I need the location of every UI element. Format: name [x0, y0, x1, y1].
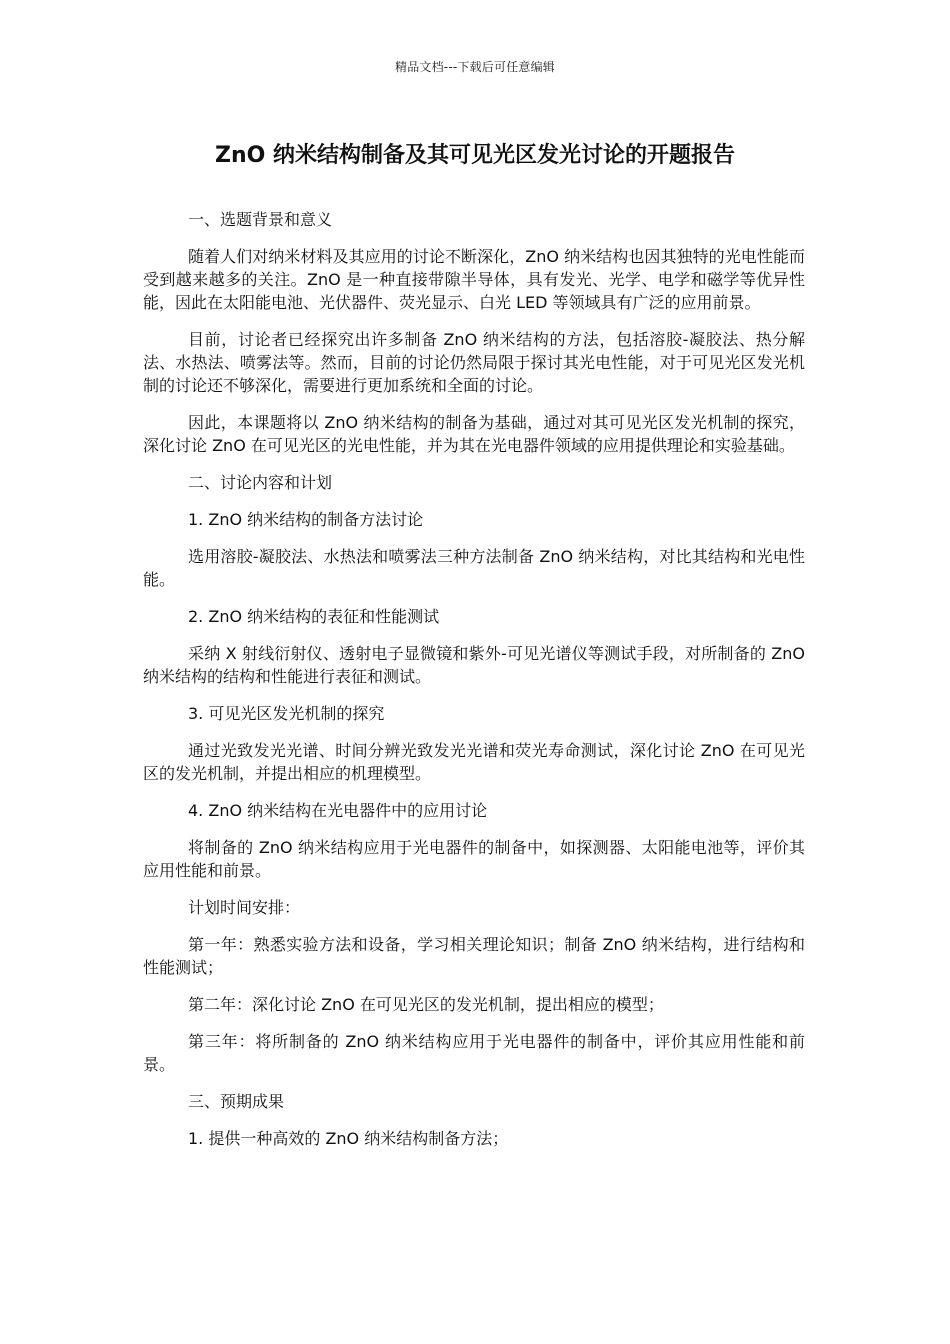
- section-heading-content-plan: 二、讨论内容和计划: [188, 473, 333, 492]
- body-paragraph: 目前，讨论者已经探究出许多制备 ZnO 纳米结构的方法，包括溶胶-凝胶法、热分解法、水热法、喷雾法等。然而，目前的讨论仍然局限于探讨其光电性能，对于可见光区发光机制的讨论还不够深化，需要进行更加系统和全面的讨论。: [143, 330, 805, 395]
- body-paragraph: 通过光致发光光谱、时间分辨光致发光光谱和荧光寿命测试，深化讨论 ZnO 在可见光区的发光机制，并提出相应的机理模型。: [143, 741, 805, 783]
- body-paragraph: 因此，本课题将以 ZnO 纳米结构的制备为基础，通过对其可见光区发光机制的探究，深化讨论 ZnO 在可见光区的光电性能，并为其在光电器件领域的应用提供理论和实验基础。: [143, 413, 805, 455]
- document-body: [143, 208, 805, 1164]
- result-item-1: 1. 提供一种高效的 ZnO 纳米结构制备方法；: [188, 1129, 509, 1148]
- body-paragraph: 采纳 X 射线衍射仪、透射电子显微镜和紫外-可见光谱仪等测试手段，对所制备的 ZnO 纳米结构的结构和性能进行表征和测试。: [143, 644, 805, 686]
- subheading-item-3: 3. 可见光区发光机制的探究: [188, 704, 385, 723]
- body-paragraph: 选用溶胶-凝胶法、水热法和喷雾法三种方法制备 ZnO 纳米结构，对比其结构和光电性能。: [143, 547, 805, 589]
- body-paragraph: 随着人们对纳米材料及其应用的讨论不断深化，ZnO 纳米结构也因其独特的光电性能而受到越来越多的关注。ZnO 是一种直接带隙半导体，具有发光、光学、电学和磁学等优异性能，因此在太阳能电池、光伏器件、荧光显示、白光 LED 等领域具有广泛的应用前景。: [143, 247, 805, 312]
- page-header: 精品文档---下载后可任意编辑: [395, 60, 555, 74]
- subheading-item-2: 2. ZnO 纳米结构的表征和性能测试: [188, 607, 440, 626]
- document-title: ZnO 纳米结构制备及其可见光区发光讨论的开题报告: [215, 143, 735, 168]
- schedule-year-3: 第三年：将所制备的 ZnO 纳米结构应用于光电器件的制备中，评价其应用性能和前景。: [143, 1032, 805, 1074]
- body-paragraph: 将制备的 ZnO 纳米结构应用于光电器件的制备中，如探测器、太阳能电池等，评价其应用性能和前景。: [143, 838, 805, 880]
- schedule-heading: 计划时间安排：: [188, 898, 301, 917]
- schedule-year-1: 第一年：熟悉实验方法和设备，学习相关理论知识；制备 ZnO 纳米结构，进行结构和性能测试；: [143, 935, 805, 977]
- schedule-year-2: 第二年：深化讨论 ZnO 在可见光区的发光机制，提出相应的模型；: [188, 995, 664, 1014]
- section-heading-background: 一、选题背景和意义: [188, 210, 333, 229]
- subheading-item-4: 4. ZnO 纳米结构在光电器件中的应用讨论: [188, 801, 488, 820]
- section-heading-expected-results: 三、预期成果: [188, 1092, 285, 1111]
- subheading-item-1: 1. ZnO 纳米结构的制备方法讨论: [188, 510, 424, 529]
